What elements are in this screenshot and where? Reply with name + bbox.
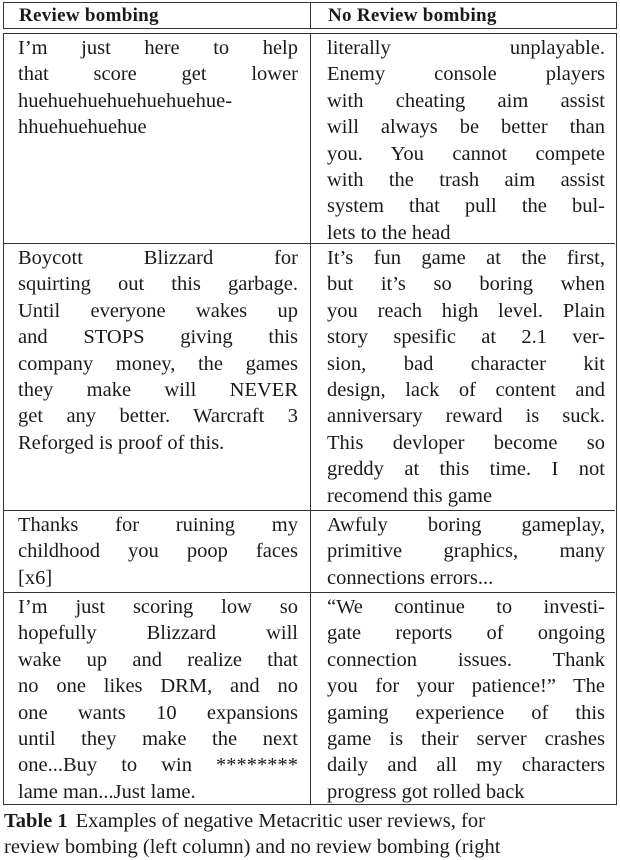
text-line: connection issues. Thank	[327, 648, 605, 671]
review-bombing-cell	[18, 35, 298, 141]
text-line: connections errors...	[327, 566, 494, 589]
table-row	[4, 593, 615, 805]
text-line: It’s fun game at the first,	[327, 247, 605, 269]
review-bombing-cell	[18, 245, 298, 456]
no-review-bombing-cell	[327, 245, 605, 509]
text-line: daily and all my characters	[327, 754, 605, 777]
text-line: lame man...Just lame.	[18, 780, 196, 803]
text-line: gaming experience of this	[327, 701, 605, 724]
text-line: [x6]	[18, 566, 53, 589]
text-line: lets to the head	[327, 221, 451, 244]
caption-text: Examples of negative Metacritic user reviews, for	[75, 810, 485, 832]
caption-line-2: review bombing (left column) and no review bombing (right	[4, 836, 501, 858]
text-line: literally unplayable.	[327, 37, 605, 59]
text-line: gate reports of ongoing	[327, 622, 605, 645]
text-line: primitive graphics, many	[327, 540, 605, 563]
text-line: progress got rolled back	[327, 780, 525, 803]
text-line: you. You cannot compete	[327, 142, 605, 165]
table-caption	[4, 808, 620, 860]
text-line: I’m just here to help	[18, 37, 298, 59]
text-line: Until everyone wakes up	[18, 299, 298, 322]
text-line: recomend this game	[327, 484, 493, 507]
text-line: they make will NEVER	[18, 379, 298, 402]
text-line: get any better. Warcraft 3	[18, 405, 298, 428]
text-line: greddy at this time. I not	[327, 458, 605, 481]
text-line: hopefully Blizzard will	[18, 622, 298, 645]
text-line: but it’s so boring when	[327, 273, 605, 296]
review-bombing-cell	[18, 512, 298, 591]
text-line: system that pull the bul-	[327, 195, 605, 218]
text-line: childhood you poop faces	[18, 540, 298, 563]
table-row	[4, 244, 615, 511]
text-line: will always be better than	[327, 116, 605, 139]
text-line: you reach high level. Plain	[327, 299, 605, 322]
text-line: story spesific at 2.1 ver-	[327, 326, 605, 349]
table-header	[3, 2, 617, 29]
text-line: Reforged is proof of this.	[18, 431, 225, 454]
text-line: company money, the games	[18, 352, 298, 375]
text-line: game is their server crashes	[327, 728, 605, 751]
table-row	[4, 511, 615, 593]
table-row	[4, 34, 615, 244]
column-divider	[310, 3, 311, 28]
text-line: Enemy console players	[327, 63, 605, 86]
text-line: hhuehuehuehue	[18, 116, 147, 139]
header-review-bombing: Review bombing	[19, 5, 159, 26]
text-line: huehuehuehuehuehuehue-	[18, 89, 233, 112]
text-line: with cheating aim assist	[327, 89, 605, 112]
text-line: you for your patience!” The	[327, 675, 605, 698]
text-line: This devloper become so	[327, 431, 605, 454]
text-line: squirting out this garbage.	[18, 273, 298, 296]
no-review-bombing-cell	[327, 35, 605, 246]
table-body	[3, 33, 617, 805]
text-line: wake up and realize that	[18, 648, 298, 671]
text-line: until they make the next	[18, 728, 298, 751]
caption-line-1	[4, 808, 620, 834]
text-line: one wants 10 expansions	[18, 701, 298, 724]
header-no-review-bombing: No Review bombing	[328, 5, 497, 26]
review-bombing-cell	[18, 594, 298, 805]
text-line: Boycott Blizzard for	[18, 247, 298, 269]
text-line: with the trash aim assist	[327, 169, 605, 192]
text-line: and STOPS giving this	[18, 326, 298, 349]
text-line: no one likes DRM, and no	[18, 675, 298, 698]
caption-label: Table 1	[4, 810, 68, 832]
text-line: “We continue to investi-	[327, 596, 605, 618]
text-line: I’m just scoring low so	[18, 596, 298, 618]
text-line: design, lack of content and	[327, 379, 605, 402]
text-line: anniversary reward is suck.	[327, 405, 605, 428]
no-review-bombing-cell	[327, 512, 605, 591]
text-line: Thanks for ruining my	[18, 514, 298, 536]
text-line: sion, bad character kit	[327, 352, 605, 375]
no-review-bombing-cell	[327, 594, 605, 805]
text-line: that score get lower	[18, 63, 298, 86]
text-line: Awfuly boring gameplay,	[327, 514, 605, 536]
text-line: one...Buy to win ********	[18, 754, 298, 777]
